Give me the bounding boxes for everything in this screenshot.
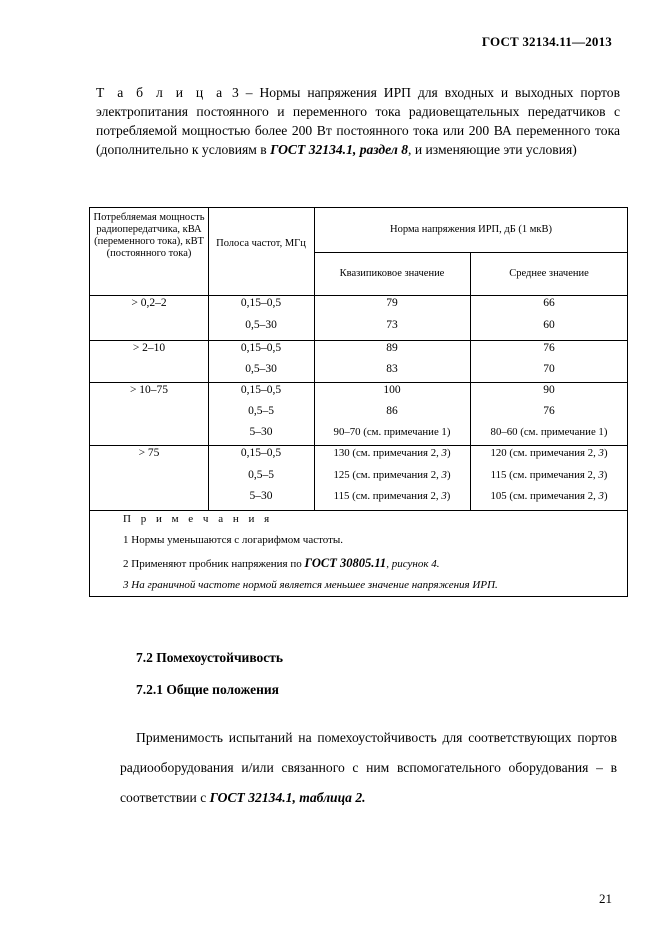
qp-cell: 89 — [386, 342, 398, 354]
band-cell: 0,15–0,5 — [240, 297, 282, 309]
qp-close: ) — [446, 447, 451, 459]
qp-note-ref: 3 — [441, 469, 447, 481]
caption-text-end: , и изменяющие эти условия) — [408, 142, 577, 157]
section-heading: 7.2 Помехоустойчивость — [136, 650, 284, 665]
paragraph-comma: , — [292, 790, 300, 805]
page-number: 21 — [599, 891, 612, 906]
power-cell: > 2–10 — [132, 342, 166, 354]
avg-cell: 90 — [543, 384, 555, 396]
qp-cell — [316, 447, 468, 460]
header-norm: Норма напряжения ИРП, дБ (1 мкВ) — [390, 224, 552, 235]
qp-note-ref: 3 — [441, 490, 447, 502]
power-cell: > 0,2–2 — [131, 297, 167, 309]
notes-title: П р и м е ч а н и я — [123, 513, 273, 525]
band-cell: 0,5–5 — [248, 405, 274, 417]
qp-note-ref: 3 — [441, 447, 447, 459]
qp-text: 130 (см. примечания 2, — [333, 447, 442, 459]
avg-close: ) — [603, 447, 608, 459]
document-code: ГОСТ 32134.11—2013 — [481, 34, 612, 49]
avg-note-ref: 3 — [598, 447, 604, 459]
caption-comma: , — [352, 142, 360, 157]
note-3: 3 На граничной частоте нормой является меньшее значение напряжения ИРП. — [123, 579, 498, 591]
qp-cell: 86 — [386, 405, 398, 417]
qp-cell — [316, 469, 468, 482]
note-2-end: , рисунок 4. — [386, 558, 440, 570]
band-cell: 0,5–5 — [248, 469, 274, 481]
header-average: Среднее значение — [509, 268, 589, 279]
qp-close: ) — [446, 469, 451, 481]
qp-cell: 79 — [386, 297, 398, 309]
header-quasi-peak: Квазипиковое значение — [339, 268, 445, 279]
paragraph-end: . — [362, 790, 366, 805]
caption-ref-standard: ГОСТ 32134.1 — [270, 142, 353, 157]
paragraph-text: Применимость испытаний на помехоустойчивость для соответствующих портов радиооборудования и/или связанного с ним вспомогательного оборудования – в соответствии с — [120, 730, 617, 805]
body-paragraph — [120, 723, 617, 813]
avg-cell — [472, 490, 626, 503]
avg-text: 120 (см. примечания 2, — [490, 447, 599, 459]
band-cell: 0,15–0,5 — [240, 447, 282, 459]
qp-text: 125 (см. примечания 2, — [333, 469, 442, 481]
qp-cell: 100 — [383, 384, 401, 396]
paragraph-ref-table: таблица 2 — [299, 790, 363, 805]
avg-cell: 76 — [543, 405, 555, 417]
table-word: Т а б л и ц а — [96, 85, 226, 100]
qp-text: 115 (см. примечания 2, — [333, 490, 442, 502]
band-cell: 5–30 — [249, 490, 273, 502]
subsection-heading: 7.2.1 Общие положения — [136, 682, 279, 697]
note-2-text: 2 Применяют пробник напряжения по — [123, 558, 305, 570]
band-cell: 0,5–30 — [245, 363, 277, 375]
band-cell: 0,5–30 — [245, 319, 277, 331]
header-band: Полоса частот, МГц — [216, 238, 306, 249]
avg-close: ) — [603, 469, 608, 481]
note-2-ref: ГОСТ 30805.11 — [304, 556, 387, 570]
note-1: 1 Нормы уменьшаются с логарифмом частоты. — [123, 534, 344, 546]
header-power: Потребляемая мощность радиопередатчика, кВА (переменного тока), кВТ (постоянного тока) — [93, 212, 205, 259]
band-cell: 5–30 — [249, 426, 273, 438]
qp-close: ) — [446, 490, 451, 502]
avg-close: ) — [603, 490, 608, 502]
qp-cell — [316, 490, 468, 503]
avg-note-ref: 3 — [598, 469, 604, 481]
caption-text: 3 – Нормы напряжения ИРП для входных и выходных портов электропитания постоянного и переменного тока радиовещательных передатчиков с потребляемой мощностью более 200 Вт постоянного тока или 200 ВА переменного тока (дополнительно к условиям в — [96, 85, 620, 157]
avg-note-ref: 3 — [598, 490, 604, 502]
avg-cell: 60 — [543, 319, 555, 331]
band-cell: 0,15–0,5 — [240, 342, 282, 354]
power-cell: > 75 — [138, 447, 160, 459]
note-2 — [123, 556, 439, 571]
caption-ref-section: раздел 8 — [359, 142, 409, 157]
band-cell: 0,15–0,5 — [240, 384, 282, 396]
table-caption — [96, 83, 620, 159]
paragraph-ref-standard: ГОСТ 32134.1 — [209, 790, 293, 805]
avg-cell: 76 — [543, 342, 555, 354]
qp-cell: 83 — [386, 363, 398, 375]
avg-cell: 70 — [543, 363, 555, 375]
avg-cell: 80–60 (см. примечание 1) — [490, 426, 608, 438]
avg-text: 115 (см. примечания 2, — [490, 469, 599, 481]
avg-cell — [472, 447, 626, 460]
avg-cell: 66 — [543, 297, 555, 309]
avg-cell — [472, 469, 626, 482]
avg-text: 105 (см. примечания 2, — [490, 490, 599, 502]
norm-table — [89, 207, 628, 597]
qp-cell: 73 — [386, 319, 398, 331]
power-cell: > 10–75 — [129, 384, 169, 396]
qp-cell: 90–70 (см. примечание 1) — [333, 426, 451, 438]
